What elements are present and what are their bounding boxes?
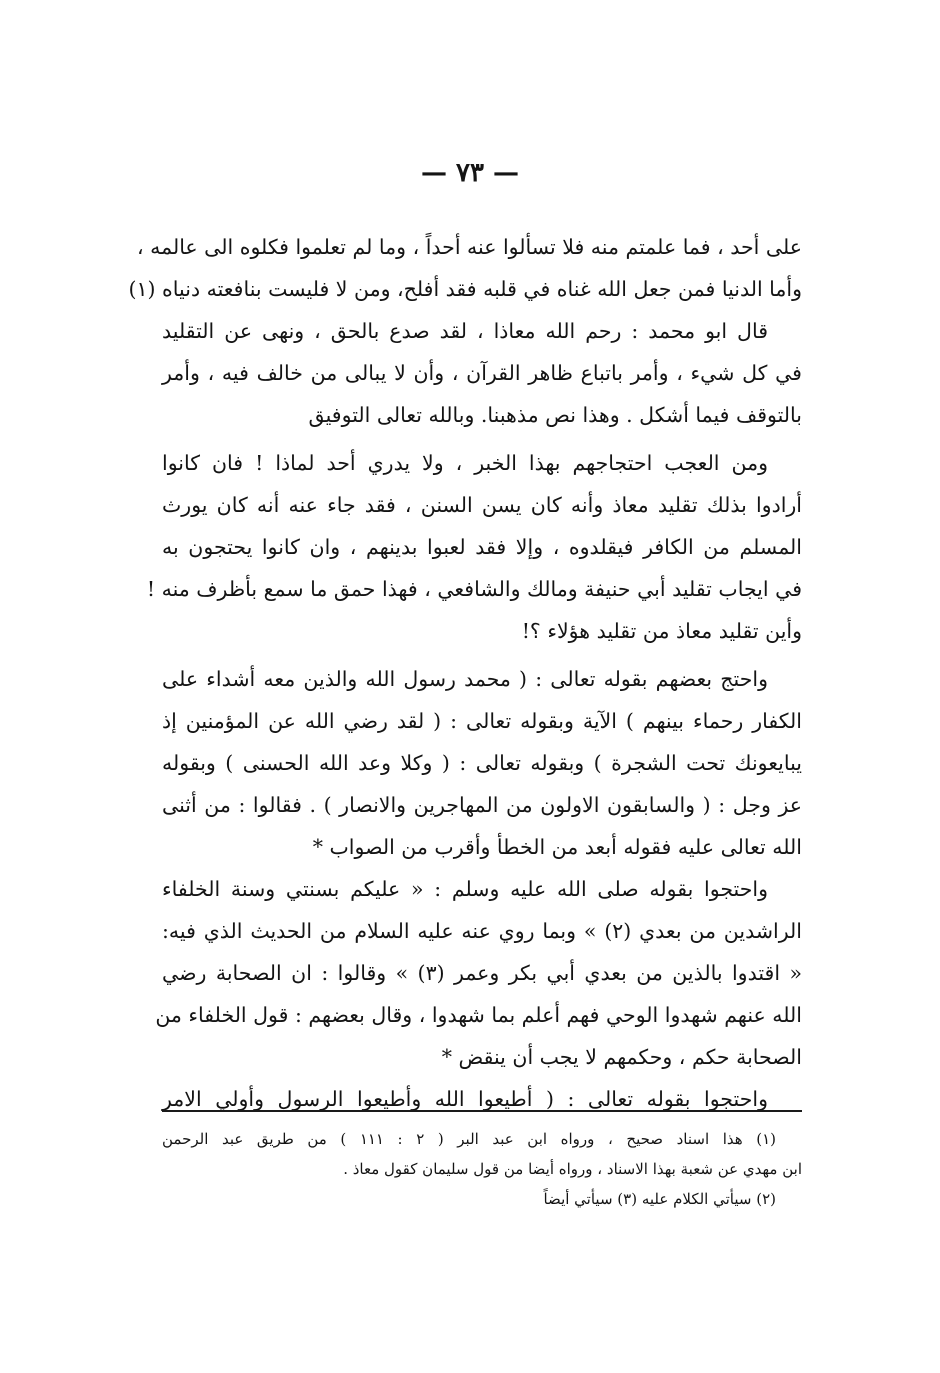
footnote-divider (162, 1110, 802, 1112)
text-line: عز وجل : ( والسابقون الاولون من المهاجرين والانصار ) . فقالوا : من أثنى (162, 793, 802, 817)
footnote-line: ابن مهدي عن شعبة بهذا الاسناد ، ورواه أيضا من قول سليمان كقول معاذ . (343, 1160, 802, 1178)
text-line: قال ابو محمد : رحم الله معاذا ، لقد صدع بالحق ، ونهى عن التقليد (162, 319, 768, 343)
text-line: واحتجوا بقوله صلى الله عليه وسلم : « عليكم بسنتي وسنة الخلفاء (162, 877, 768, 901)
text-line: بالتوقف فيما أشكل . وهذا نص مذهبنا. وبالله تعالى التوفيق (308, 403, 802, 427)
footnote-line: (١) هذا اسناد صحيح ، ورواه ابن عبد البر ( ٢ : ١١١ ) من طريق عبد الرحمن (162, 1130, 776, 1148)
text-line: الله تعالى عليه فقوله أبعد من الخطأ وأقرب من الصواب * (312, 835, 802, 859)
text-line: أرادوا بذلك تقليد معاذ وأنه كان يسن السنن ، فقد جاء عنه أنه كان يورث (162, 493, 802, 517)
text-line: « اقتدوا بالذين من بعدي أبي بكر وعمر (٣) » وقالوا : ان الصحابة رضي (162, 961, 802, 985)
footnote-line: (٢) سيأتي الكلام عليه (٣) سيأتي أيضاً (543, 1190, 776, 1208)
paragraph (146, 442, 802, 652)
text-line: ومن العجب احتجاجهم بهذا الخبر ، ولا يدري أحد لماذا ! فان كانوا (162, 451, 768, 475)
paragraph (162, 1078, 802, 1120)
text-line: الله عنهم شهدوا الوحي فهم أعلم بما شهدوا ، وقال بعضهم : قول الخلفاء من (155, 1003, 802, 1027)
text-line: الكفار رحماء بينهم ) الآية وبقوله تعالى : ( لقد رضي الله عن المؤمنين إذ (162, 709, 802, 733)
text-line: يبايعونك تحت الشجرة ) وبقوله تعالى : ( وكلا وعد الله الحسنى ) وبقوله (162, 751, 802, 775)
paragraph (155, 868, 802, 1078)
text-line: الراشدين من بعدي (٢) » وبما روي عنه عليه السلام من الحديث الذي فيه: (162, 919, 802, 943)
text-line: في ايجاب تقليد أبي حنيفة ومالك والشافعي ، فهذا حمق ما سمع بأظرف منه ! (146, 577, 802, 601)
page-number: — ٧٣ — (420, 158, 520, 188)
text-line: المسلم من الكافر فيقلدوه ، وإلا فقد لعبوا بدينهم ، وان كانوا يحتجون به (162, 535, 802, 559)
paragraph (162, 658, 802, 868)
text-line: على أحد ، فما علمتم منه فلا تسألوا عنه أحداً ، وما لم تعلموا فكلوه الى عالمه ، (136, 235, 802, 259)
main-text (128, 226, 802, 1120)
footnotes (162, 1124, 802, 1214)
text-line: وأين تقليد معاذ من تقليد هؤلاء ؟! (521, 619, 802, 643)
text-line: واحتجوا بقوله تعالى : ( أطيعوا الله وأطيعوا الرسول وأولي الامر (162, 1087, 768, 1111)
text-line: في كل شيء ، وأمر باتباع ظاهر القرآن ، وأن لا يبالى من خالف فيه ، وأمر (162, 361, 802, 385)
paragraph (128, 226, 802, 310)
text-line: الصحابة حكم ، وحكمهم لا يجب أن ينقض * (441, 1045, 802, 1069)
text-line: واحتج بعضهم بقوله تعالى : ( محمد رسول الله والذين معه أشداء على (162, 667, 768, 691)
text-line: وأما الدنيا فمن جعل الله غناه في قلبه فقد أفلح، ومن لا فليست بنافعته دنياه (١) (128, 277, 802, 301)
paragraph (162, 310, 802, 436)
